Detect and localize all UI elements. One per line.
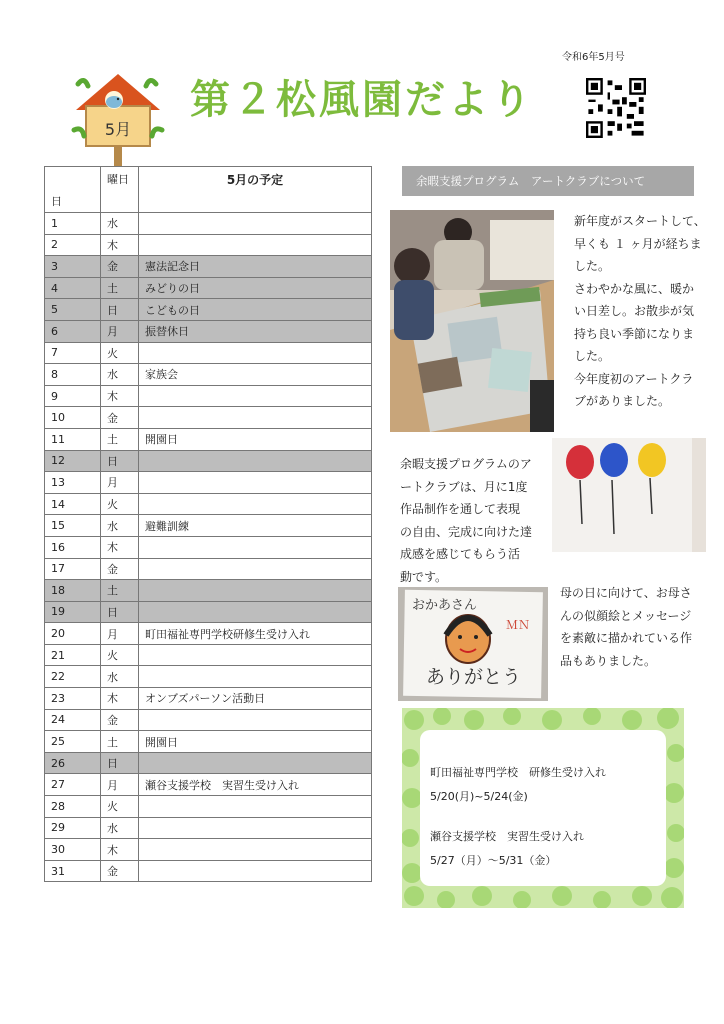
schedule-row — [45, 342, 372, 364]
schedule-event: 町田福祉専門学校研修生受け入れ — [139, 623, 372, 645]
balloons-drawing-photo — [552, 438, 706, 552]
schedule-day: 11 — [45, 428, 101, 450]
schedule-event: 開園日 — [139, 428, 372, 450]
schedule-row — [45, 407, 372, 429]
schedule-dow: 日 — [101, 752, 139, 774]
schedule-day: 28 — [45, 796, 101, 818]
schedule-event — [139, 234, 372, 256]
schedule-day: 7 — [45, 342, 101, 364]
schedule-dow: 木 — [101, 688, 139, 710]
schedule-row — [45, 558, 372, 580]
paragraph-line: 成感を感じてもらう活 — [400, 547, 521, 561]
schedule-day: 2 — [45, 234, 101, 256]
schedule-dow: 土 — [101, 428, 139, 450]
schedule-dow: 木 — [101, 536, 139, 558]
newsletter-title: 第２松風園だより — [190, 77, 534, 123]
schedule-row — [45, 364, 372, 386]
blue-balloon-icon — [600, 443, 628, 477]
schedule-row — [45, 601, 372, 623]
schedule-dow: 月 — [101, 320, 139, 342]
schedule-dow: 日 — [101, 450, 139, 472]
schedule-day: 31 — [45, 860, 101, 882]
art-club-photo — [390, 210, 554, 432]
schedule-dow: 水 — [101, 817, 139, 839]
schedule-row — [45, 774, 372, 796]
schedule-row — [45, 385, 372, 407]
schedule-dow: 金 — [101, 860, 139, 882]
schedule-day: 25 — [45, 731, 101, 753]
schedule-event: オンブズパーソン活動日 — [139, 688, 372, 710]
schedule-day: 22 — [45, 666, 101, 688]
training-notice-box — [402, 708, 684, 908]
schedule-event: 振替休日 — [139, 320, 372, 342]
schedule-row — [45, 709, 372, 731]
paragraph-line: 持ち良い季節になりま — [574, 326, 695, 341]
schedule-dow: 金 — [101, 558, 139, 580]
schedule-event — [139, 342, 372, 364]
schedule-dow: 火 — [101, 342, 139, 364]
paragraph-line: 今年度初のアートクラ — [574, 371, 694, 386]
schedule-day: 23 — [45, 688, 101, 710]
schedule-day: 24 — [45, 709, 101, 731]
schedule-day: 14 — [45, 493, 101, 515]
paragraph-line: した。 — [574, 349, 611, 363]
schedule-day: 6 — [45, 320, 101, 342]
schedule-row — [45, 256, 372, 278]
col-dow-header: 曜日 — [101, 167, 139, 213]
article-heading: 余暇支援プログラム アートクラブについて — [402, 166, 694, 196]
schedule-row — [45, 839, 372, 861]
schedule-event — [139, 213, 372, 235]
schedule-day: 16 — [45, 536, 101, 558]
schedule-row — [45, 623, 372, 645]
schedule-day: 20 — [45, 623, 101, 645]
schedule-row — [45, 666, 372, 688]
schedule-event — [139, 385, 372, 407]
schedule-dow: 土 — [101, 277, 139, 299]
schedule-day: 29 — [45, 817, 101, 839]
schedule-day: 21 — [45, 644, 101, 666]
paragraph-line: ートクラブは、月に1度 — [400, 479, 528, 494]
article-paragraph-1 — [574, 210, 714, 413]
article-paragraph-3 — [560, 582, 710, 672]
schedule-header-row — [45, 167, 372, 213]
issue-date: 令和6年5月号 — [562, 52, 625, 63]
drawing-text-okaasan: おかあさん — [412, 598, 478, 613]
schedule-row — [45, 536, 372, 558]
schedule-event — [139, 407, 372, 429]
schedule-dow: 木 — [101, 385, 139, 407]
schedule-event: 家族会 — [139, 364, 372, 386]
schedule-row — [45, 752, 372, 774]
schedule-day: 30 — [45, 839, 101, 861]
paragraph-line: い日差し。お散歩が気 — [574, 304, 695, 318]
schedule-dow: 火 — [101, 644, 139, 666]
schedule-row — [45, 731, 372, 753]
schedule-day: 8 — [45, 364, 101, 386]
schedule-dow: 土 — [101, 731, 139, 753]
col-day-header: 日 — [45, 167, 101, 213]
paragraph-line: んの似顔絵とメッセージ — [560, 608, 692, 623]
schedule-row — [45, 515, 372, 537]
schedule-event — [139, 644, 372, 666]
yellow-balloon-icon — [638, 443, 666, 477]
schedule-event: こどもの日 — [139, 299, 372, 321]
schedule-event — [139, 796, 372, 818]
notice-line-4: 5/27（月）～5/31（金） — [430, 854, 557, 867]
notice-line-2: 5/20(月)~5/24(金) — [430, 790, 528, 803]
red-balloon-icon — [566, 445, 594, 479]
birdhouse-month: 5月 — [104, 120, 132, 139]
notice-line-1: 町田福祉専門学校 研修生受け入れ — [430, 766, 606, 779]
schedule-day: 9 — [45, 385, 101, 407]
schedule-day: 27 — [45, 774, 101, 796]
schedule-event — [139, 580, 372, 602]
schedule-day: 19 — [45, 601, 101, 623]
schedule-event: 瀬谷支援学校 実習生受け入れ — [139, 774, 372, 796]
schedule-row — [45, 688, 372, 710]
schedule-row — [45, 234, 372, 256]
schedule-dow: 日 — [101, 299, 139, 321]
schedule-row — [45, 320, 372, 342]
paragraph-line: ブがありました。 — [574, 394, 671, 408]
schedule-day: 1 — [45, 213, 101, 235]
paragraph-line: 品もありました。 — [560, 653, 657, 668]
mother-portrait-drawing-photo — [398, 587, 548, 701]
notice-line-3: 瀬谷支援学校 実習生受け入れ — [430, 830, 584, 843]
schedule-row — [45, 796, 372, 818]
schedule-dow: 水 — [101, 666, 139, 688]
schedule-row — [45, 472, 372, 494]
schedule-dow: 日 — [101, 601, 139, 623]
schedule-row — [45, 299, 372, 321]
schedule-dow: 金 — [101, 256, 139, 278]
bird-icon — [106, 96, 122, 108]
paragraph-line: 余暇支援プログラムのア — [400, 457, 532, 471]
schedule-dow: 月 — [101, 623, 139, 645]
schedule-day: 26 — [45, 752, 101, 774]
schedule-dow: 火 — [101, 493, 139, 515]
schedule-event — [139, 601, 372, 623]
schedule-row — [45, 580, 372, 602]
paragraph-line: 動です。 — [400, 569, 448, 584]
schedule-table — [44, 166, 372, 882]
schedule-dow: 水 — [101, 213, 139, 235]
qr-code-icon[interactable] — [586, 78, 646, 138]
col-event-header: 5月の予定 — [139, 167, 372, 213]
schedule-day: 3 — [45, 256, 101, 278]
schedule-row — [45, 450, 372, 472]
drawing-initials: ＭＮ — [506, 618, 531, 632]
schedule-event: 憲法記念日 — [139, 256, 372, 278]
schedule-row — [45, 428, 372, 450]
schedule-event — [139, 709, 372, 731]
paragraph-line: さわやかな風に、暖か — [574, 281, 695, 296]
schedule-event — [139, 558, 372, 580]
schedule-row — [45, 213, 372, 235]
schedule-dow: 金 — [101, 709, 139, 731]
schedule-day: 15 — [45, 515, 101, 537]
schedule-row — [45, 817, 372, 839]
drawing-text-arigatou: ありがとう — [426, 666, 522, 688]
schedule-event — [139, 666, 372, 688]
schedule-day: 18 — [45, 580, 101, 602]
schedule-event — [139, 817, 372, 839]
paragraph-line: 母の日に向けて、お母さ — [560, 586, 692, 600]
schedule-event: みどりの日 — [139, 277, 372, 299]
paragraph-line: の自由、完成に向けた達 — [400, 524, 533, 539]
schedule-dow: 月 — [101, 774, 139, 796]
schedule-event — [139, 536, 372, 558]
schedule-row — [45, 644, 372, 666]
schedule-dow: 水 — [101, 364, 139, 386]
schedule-day: 13 — [45, 472, 101, 494]
schedule-dow: 火 — [101, 796, 139, 818]
schedule-dow: 水 — [101, 515, 139, 537]
schedule-event — [139, 450, 372, 472]
schedule-dow: 木 — [101, 234, 139, 256]
paragraph-line: した。 — [574, 259, 611, 273]
schedule-day: 17 — [45, 558, 101, 580]
schedule-event — [139, 839, 372, 861]
schedule-row — [45, 860, 372, 882]
schedule-dow: 土 — [101, 580, 139, 602]
article-paragraph-2 — [400, 453, 548, 588]
schedule-day: 12 — [45, 450, 101, 472]
schedule-dow: 月 — [101, 472, 139, 494]
schedule-day: 10 — [45, 407, 101, 429]
paragraph-line: 新年度がスタートして、 — [574, 214, 706, 228]
schedule-event — [139, 472, 372, 494]
schedule-row — [45, 277, 372, 299]
schedule-day: 5 — [45, 299, 101, 321]
schedule-event: 避難訓練 — [139, 515, 372, 537]
paragraph-line: 作品制作を通して表現 — [400, 502, 521, 516]
schedule-event — [139, 752, 372, 774]
birdhouse-illustration — [70, 70, 166, 166]
paragraph-line: 早くも １ ヶ月が経ちま — [574, 236, 702, 251]
schedule-event: 開園日 — [139, 731, 372, 753]
schedule-row — [45, 493, 372, 515]
schedule-dow: 金 — [101, 407, 139, 429]
schedule-event — [139, 860, 372, 882]
schedule-event — [139, 493, 372, 515]
schedule-dow: 木 — [101, 839, 139, 861]
paragraph-line: を素敵に描かれている作 — [560, 631, 693, 645]
schedule-day: 4 — [45, 277, 101, 299]
